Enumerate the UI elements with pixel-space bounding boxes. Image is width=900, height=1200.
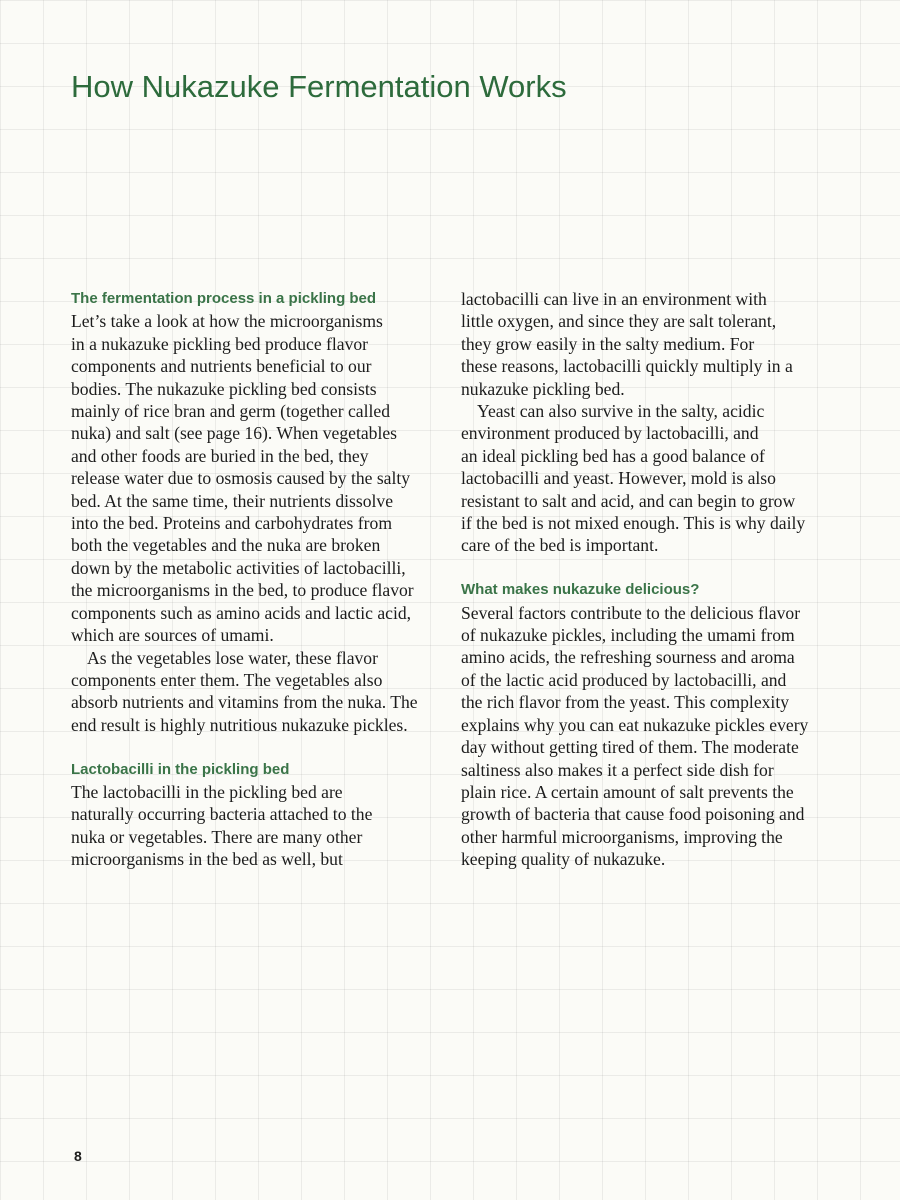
section-heading-fermentation-process: The fermentation process in a pickling bed [71,290,377,307]
text-line: the microorganisms in the bed, to produce flavor [71,580,414,601]
text-line: explains why you can eat nukazuke pickles every [461,714,809,735]
text-line: if the bed is not mixed enough. This is why daily [461,513,806,534]
paragraph-lactobacilli [71,781,443,871]
section-spacer [461,557,833,579]
text-line: into the bed. Proteins and carbohydrates from [71,513,393,534]
text-line: care of the bed is important. [461,535,659,556]
text-line: Yeast can also survive in the salty, acidic [477,401,765,422]
paragraph-fermentation-intro [71,310,443,646]
text-line: resistant to salt and acid, and can begin to grow [461,490,796,511]
text-line: amino acids, the refreshing sourness and aroma [461,647,795,668]
text-line: environment produced by lactobacilli, and [461,423,759,444]
text-line: absorb nutrients and vitamins from the nuka. The [71,692,418,713]
section-heading-lactobacilli: Lactobacilli in the pickling bed [71,760,290,778]
text-line: mainly of rice bran and germ (together called [71,401,390,422]
text-line: little oxygen, and since they are salt tolerant, [461,311,777,332]
text-line: lactobacilli can live in an environment with [461,289,767,309]
section-spacer [71,736,443,758]
page-number: 8 [74,1148,82,1164]
text-line: of the lactic acid produced by lactobacilli, and [461,669,787,690]
left-column [71,288,443,871]
text-line: they grow easily in the salty medium. For [461,333,755,354]
paragraph-yeast [461,400,833,557]
text-line: which are sources of umami. [71,625,274,646]
text-line: nuka or vegetables. There are many other [71,826,363,847]
text-line: lactobacilli and yeast. However, mold is also [461,468,776,489]
text-line: growth of bacteria that cause food poisoning and [461,804,805,825]
text-line: microorganisms in the bed as well, but [71,849,343,870]
text-line: bed. At the same time, their nutrients dissolve [71,490,394,511]
text-line: Several factors contribute to the delicious flavor [461,602,801,623]
text-line: end result is highly nutritious nukazuke pickles. [71,714,408,735]
text-line: Let’s take a look at how the microorganisms [71,311,383,332]
text-line: nuka) and salt (see page 16). When vegetables [71,423,398,444]
text-line: of nukazuke pickles, including the umami from [461,625,795,646]
text-line: day without getting tired of them. The moderate [461,737,799,758]
text-line: naturally occurring bacteria attached to the [71,804,373,825]
text-line: both the vegetables and the nuka are broken [71,535,381,556]
text-line: the rich flavor from the yeast. This complexity [461,692,790,713]
text-line: components and nutrients beneficial to our [71,356,372,377]
text-line: and other foods are buried in the bed, they [71,445,369,466]
text-line: The lactobacilli in the pickling bed are [71,781,343,802]
text-line: in a nukazuke pickling bed produce flavor [71,333,369,354]
text-line: release water due to osmosis caused by the salty [71,468,411,489]
text-line: components such as amino acids and lactic acid, [71,602,412,623]
text-line: bodies. The nukazuke pickling bed consists [71,378,377,399]
paragraph-flavor-components [71,647,443,737]
page-title: How Nukazuke Fermentation Works [71,69,567,104]
text-line: other harmful microorganisms, improving the [461,826,783,847]
text-line: these reasons, lactobacilli quickly multiply in a [461,356,793,377]
right-column [461,288,833,871]
text-line: components enter them. The vegetables also [71,669,383,690]
section-heading-delicious: What makes nukazuke delicious? [461,581,700,599]
text-line: nukazuke pickling bed. [461,378,625,399]
text-line: As the vegetables lose water, these flavor [87,647,378,668]
text-line: saltiness also makes it a perfect side dish for [461,759,774,780]
text-line: an ideal pickling bed has a good balance of [461,445,765,466]
paragraph-lactobacilli-continued [461,288,833,400]
paragraph-delicious [461,602,833,871]
text-line: keeping quality of nukazuke. [461,849,666,870]
text-line: plain rice. A certain amount of salt prevents the [461,781,794,802]
text-line: down by the metabolic activities of lactobacilli, [71,557,406,578]
